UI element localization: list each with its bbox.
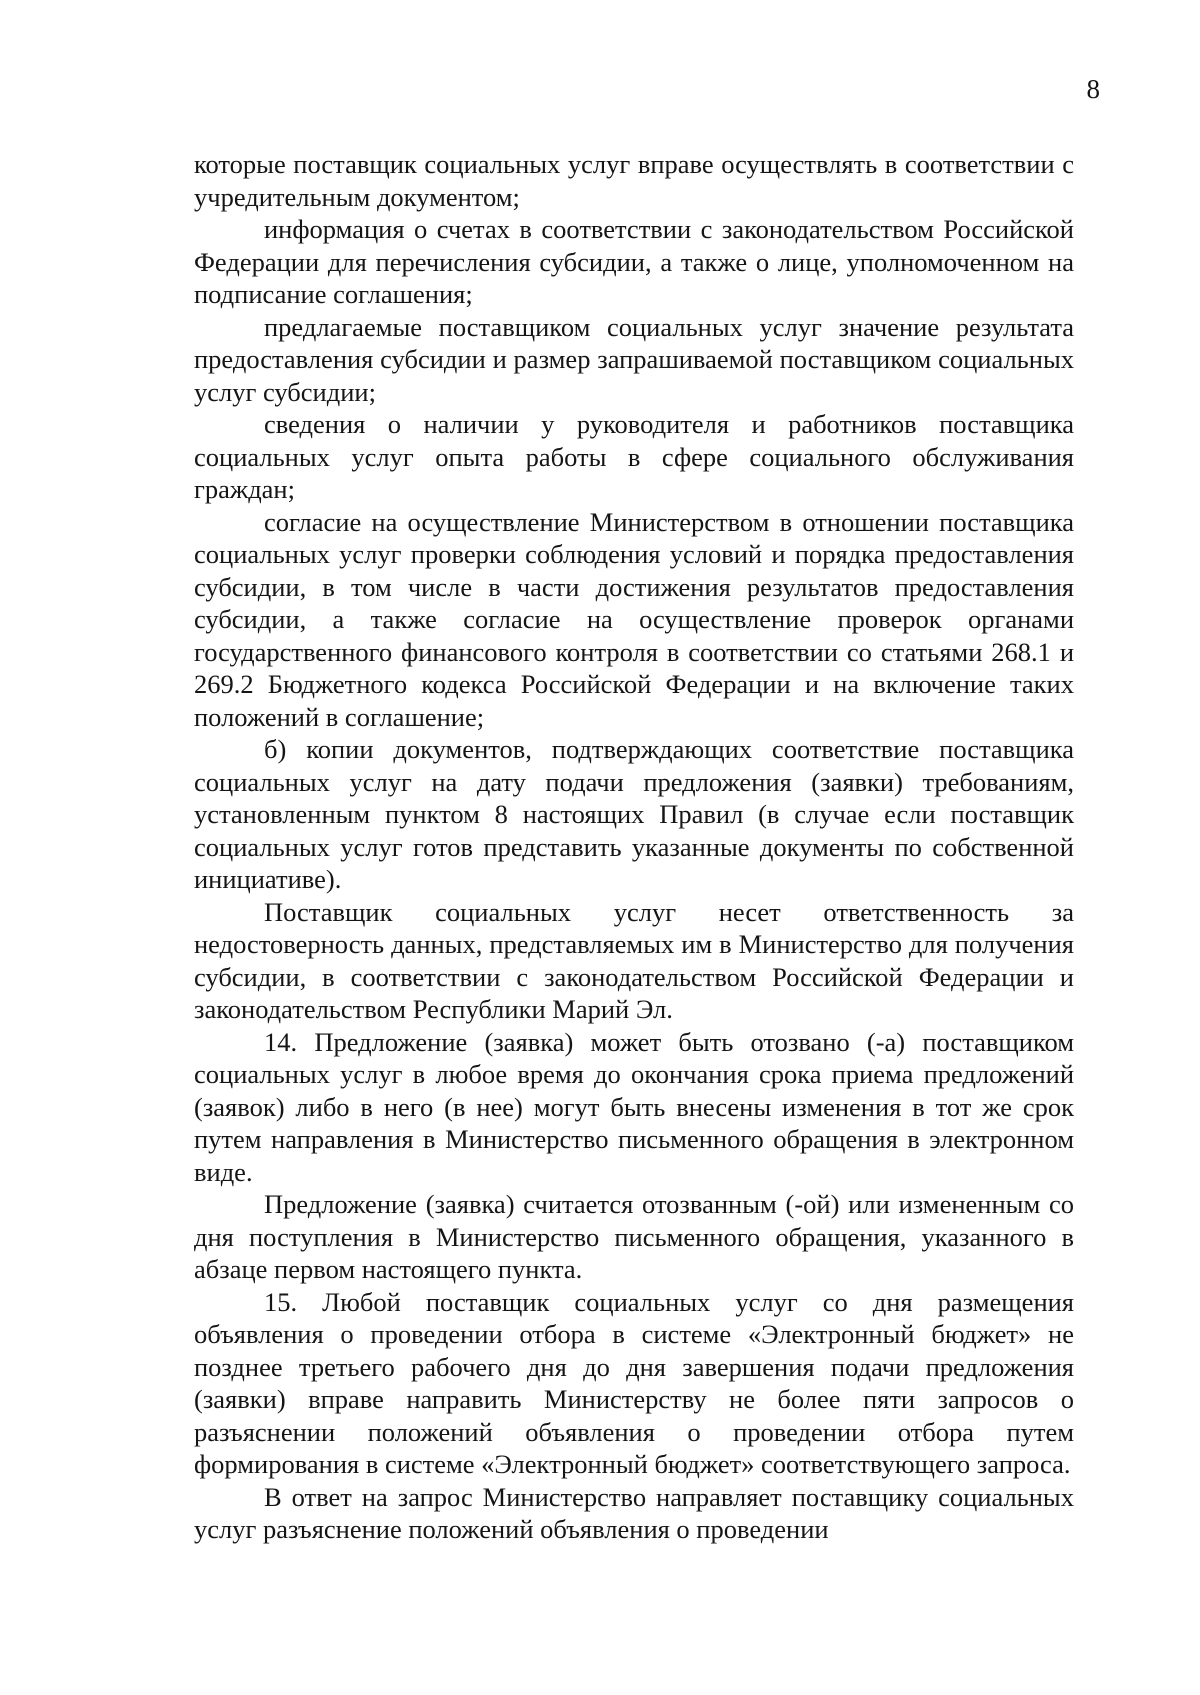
paragraph-4: сведения о наличии у руководителя и работников поставщика социальных услуг опыта работы в сфере социального обслуживания граждан;	[194, 409, 1074, 504]
paragraph-10: 15. Любой поставщик социальных услуг со дня размещения объявления о проведении отбора в системе «Электронный бюджет» не позднее третьего рабочего дня до дня завершения подачи предложения (заявки) вправе направить Министерству не более пяти запросов о разъяснении положений объявления о проведении отбора путем формирования в системе «Электронный бюджет» соответствующего запроса.	[194, 1286, 1074, 1479]
paragraph-2: информация о счетах в соответствии с законодательством Российской Федерации для перечисления субсидии, а также о лице, уполномоченном на подписание соглашения;	[194, 214, 1074, 309]
paragraph-11: В ответ на запрос Министерство направляет поставщику социальных услуг разъяснение положений объявления о проведении	[194, 1481, 1074, 1544]
paragraph-7: Поставщик социальных услуг несет ответственность за недостоверность данных, представляемых им в Министерство для получения субсидии, в соответствии с законодательством Российской Федерации и законодательством Республики Марий Эл.	[194, 896, 1074, 1024]
paragraph-8: 14. Предложение (заявка) может быть отозвано (-а) поставщиком социальных услуг в любое время до окончания срока приема предложений (заявок) либо в него (в нее) могут быть внесены изменения в тот же срок путем направления в Министерство письменного обращения в электронном виде.	[194, 1026, 1074, 1187]
page-number: 8	[1086, 74, 1100, 104]
paragraph-6: б) копии документов, подтверждающих соответствие поставщика социальных услуг на дату подачи предложения (заявки) требованиям, установленным пунктом 8 настоящих Правил (в случае если поставщик социальных услуг готов представить указанные документы по собственной инициативе).	[194, 734, 1074, 894]
document-body	[194, 148, 1074, 1546]
paragraph-9: Предложение (заявка) считается отозванным (-ой) или измененным со дня поступления в Министерство письменного обращения, указанного в абзаце первом настоящего пункта.	[194, 1189, 1074, 1284]
paragraph-5: согласие на осуществление Министерством в отношении поставщика социальных услуг проверки соблюдения условий и порядка предоставления субсидии, в том числе в части достижения результатов предоставления субсидии, а также согласие на осуществление проверок органами государственного финансового контроля в соответствии со статьями 268.1 и 269.2 Бюджетного кодекса Российской Федерации и на включение таких положений в соглашение;	[194, 506, 1074, 732]
paragraph-1: которые поставщик социальных услуг вправе осуществлять в соответствии с учредительным документом;	[194, 149, 1074, 212]
paragraph-3: предлагаемые поставщиком социальных услуг значение результата предоставления субсидии и размер запрашиваемой поставщиком социальных услуг субсидии;	[194, 311, 1074, 407]
